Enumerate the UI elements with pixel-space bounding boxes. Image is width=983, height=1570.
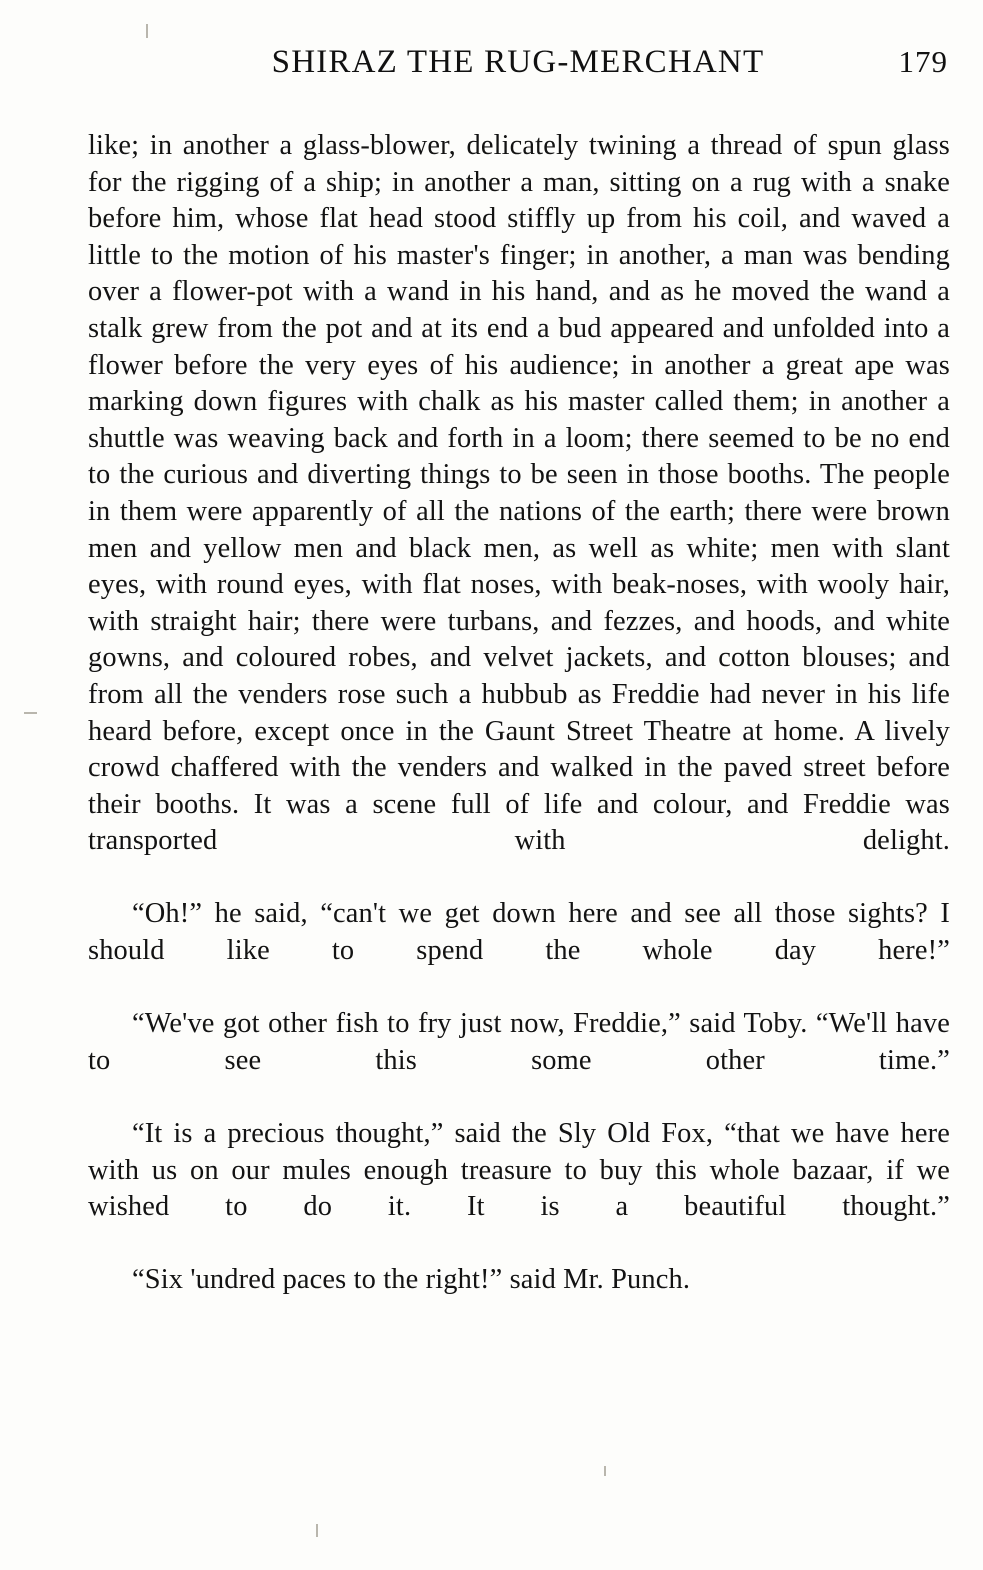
body-text: [88, 128, 950, 1299]
paragraph: “Six 'undred paces to the right!” said Mr. Punch.: [132, 1264, 691, 1296]
running-head: [88, 44, 948, 81]
page-registration-mark-left: [24, 712, 37, 714]
paragraph: like; in another a glass-blower, delicately twining a thread of spun glass for the rigging of a ship; in another a man, sitting on a rug with a snake before him, whose flat head stood stiffly up from his coil, and waved a little to the motion of his master's finger; in another, a man was bending over a flower-pot with a wand in his hand, and as he moved the wand a stalk grew from the pot and at its end a bud appeared and unfolded into a flower before the very eyes of his audience; in another a great ape was marking down figures with chalk as his master called them; in another a shuttle was weaving back and forth in a loom; there seemed to be no end to the curious and diverting things to be seen in those booths. The people in them were apparently of all the nations of the earth; there were brown men and yellow men and black men, as well as white; men with slant eyes, with round eyes, with flat noses, with beak-noses, with wooly hair, with straight hair; there were turbans, and fezzes, and hoods, and white gowns, and coloured robes, and velvet jackets, and cotton blouses; and from all the venders rose such a hubbub as Freddie had never in his life heard before, except once in the Gaunt Street Theatre at home. A lively crowd chaffered with the venders and walked in the paved street before their booths. It was a scene full of life and colour, and Freddie was transported with delight.: [88, 130, 950, 857]
running-head-title: SHIRAZ THE RUG-MERCHANT: [271, 44, 765, 80]
paragraph: “We've got other fish to fry just now, Freddie,” said Toby. “We'll have to see this some other time.”: [88, 1008, 950, 1076]
page-registration-mark-mid: [604, 1466, 606, 1476]
paragraph: “It is a precious thought,” said the Sly Old Fox, “that we have here with us on our mules enough treasure to buy this whole bazaar, if we wished to do it. It is a beautiful thought.”: [88, 1118, 950, 1223]
page-registration-mark-top: [146, 24, 148, 38]
page-registration-mark-bottom: [316, 1524, 318, 1537]
page-number: 179: [898, 44, 948, 79]
paragraph: “Oh!” he said, “can't we get down here and see all those sights? I should like to spend the whole day here!”: [88, 898, 950, 967]
